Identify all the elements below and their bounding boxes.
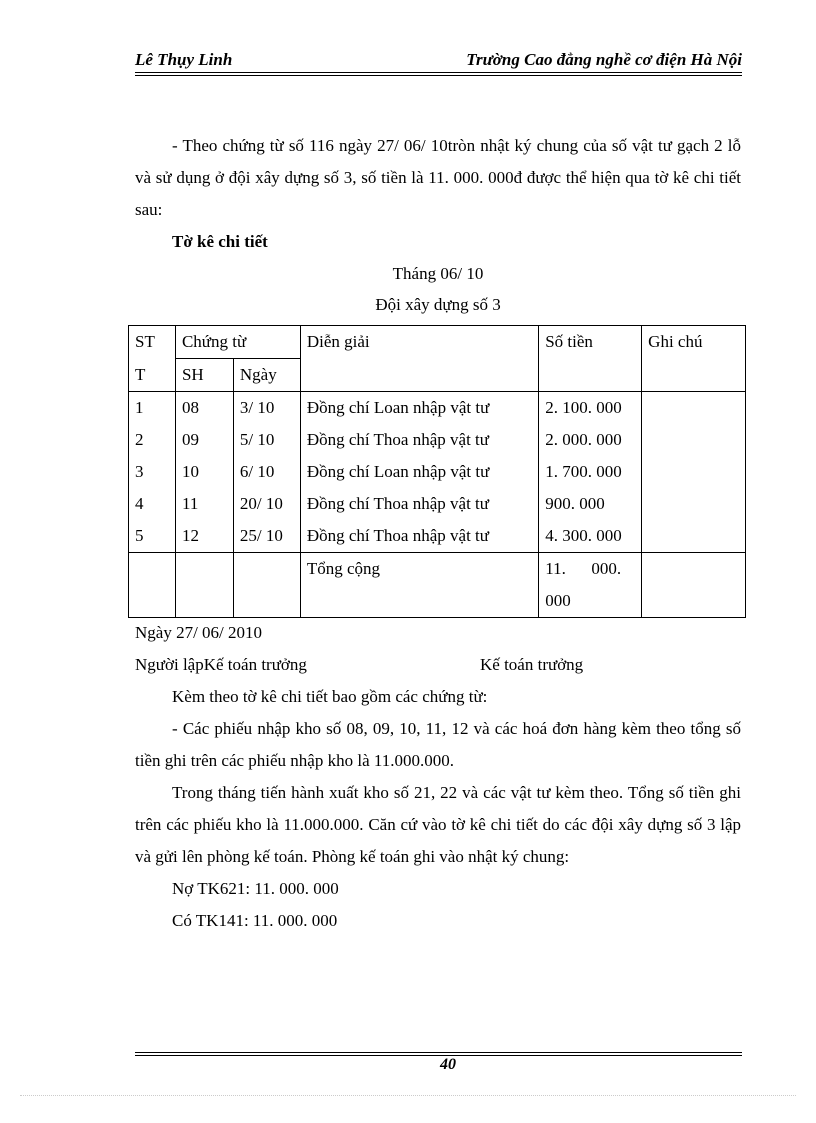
after-table-section: [135, 617, 741, 937]
cell-date: 20/ 10: [233, 488, 300, 520]
section-heading: Tờ kê chi tiết: [172, 232, 268, 251]
cell-stt: 3: [129, 456, 176, 488]
table-total-row: [129, 553, 746, 618]
cell-desc: Đồng chí Loan nhập vật tư: [300, 392, 538, 425]
cell-sh: 10: [175, 456, 233, 488]
cell-desc: Đồng chí Loan nhập vật tư: [300, 456, 538, 488]
col-desc-header: Diễn giải: [300, 326, 538, 392]
credit-entry: Có TK141: 11. 000. 000: [172, 911, 338, 930]
col-stt-header: ST: [129, 326, 176, 359]
cell-amount: 1. 700. 000: [539, 456, 642, 488]
cell-sh: 08: [175, 392, 233, 425]
footer-rule-thin: [135, 1052, 742, 1053]
col-note-header: Ghi chú: [642, 326, 746, 392]
total-amount-line-2: 000: [545, 591, 571, 610]
table-row: [129, 456, 746, 488]
cell-note: [642, 424, 746, 456]
table-row: [129, 392, 746, 425]
issue-paragraph: Trong tháng tiến hành xuất kho số 21, 22 và các vật tư kèm theo. Tổng số tiền ghi trên các phiếu kho là 11.000.000. Căn cứ vào tờ kê chi tiết do các đội xây dựng số 3 lập và gửi lên phòng kế toán. Phòng kế toán ghi vào nhật ký chung:: [135, 783, 741, 866]
cell-sh: [175, 553, 233, 618]
attachment-paragraph: Kèm theo tờ kê chi tiết bao gồm các chứng từ:: [172, 687, 488, 706]
total-label: Tổng cộng: [300, 553, 538, 618]
cell-note: [642, 488, 746, 520]
cell-sh: 11: [175, 488, 233, 520]
cell-note: [642, 392, 746, 425]
date-line: Ngày 27/ 06/ 2010: [135, 623, 263, 642]
cell-stt: 1: [129, 392, 176, 425]
cell-amount: 2. 000. 000: [539, 424, 642, 456]
cell-date: 5/ 10: [233, 424, 300, 456]
receipts-paragraph: - Các phiếu nhập kho số 08, 09, 10, 11, 12 và các hoá đơn hàng kèm theo tổng số tiền ghi trên các phiếu nhập kho là 11.000.000.: [135, 719, 741, 770]
signature-chief-accountant: Kế toán trưởng: [480, 655, 584, 674]
page-number: 40: [440, 1056, 456, 1073]
signature-row: [135, 649, 741, 681]
table-row: [129, 488, 746, 520]
cell-stt: [129, 553, 176, 618]
total-amount: [539, 553, 642, 618]
cell-date: 3/ 10: [233, 392, 300, 425]
col-sh-header: SH: [175, 359, 233, 392]
cell-note: [642, 520, 746, 553]
cell-amount: 2. 100. 000: [539, 392, 642, 425]
table-row: [129, 424, 746, 456]
header-author: Lê Thụy Linh: [135, 50, 233, 69]
team-label: Đội xây dựng số 3: [375, 295, 501, 314]
table-row: [129, 520, 746, 553]
col-voucher-header: Chứng từ: [175, 326, 300, 359]
header-rule: [135, 72, 742, 73]
header-rule-thin: [135, 75, 742, 76]
intro-paragraph: - Theo chứng từ số 116 ngày 27/ 06/ 10tròn nhật ký chung của số vật tư gạch 2 lỗ và sử dụng ở đội xây dựng số 3, số tiền là 11. 000. 000đ được thể hiện qua tờ kê chi tiết sau:: [135, 136, 741, 219]
signature-preparer: Người lậpKế toán trưởng: [135, 655, 307, 674]
cell-stt: 5: [129, 520, 176, 553]
debit-entry: Nợ TK621: 11. 000. 000: [172, 879, 339, 898]
cell-stt: 4: [129, 488, 176, 520]
col-amount-header: Số tiền: [539, 326, 642, 392]
detail-table: [128, 325, 746, 618]
cell-desc: Đồng chí Thoa nhập vật tư: [300, 520, 538, 553]
cell-sh: 12: [175, 520, 233, 553]
month-label: Tháng 06/ 10: [392, 264, 484, 283]
total-amount-line-1: 11. 000.: [545, 559, 622, 578]
header-school: Trường Cao đẳng nghề cơ điện Hà Nội: [466, 50, 742, 69]
cell-note: [642, 553, 746, 618]
cell-sh: 09: [175, 424, 233, 456]
cell-amount: 4. 300. 000: [539, 520, 642, 553]
cell-date: 25/ 10: [233, 520, 300, 553]
page-edge: [20, 1095, 796, 1096]
cell-stt: 2: [129, 424, 176, 456]
cell-date: [233, 553, 300, 618]
col-stt-header-2: T: [129, 359, 176, 392]
cell-amount: 900. 000: [539, 488, 642, 520]
cell-desc: Đồng chí Thoa nhập vật tư: [300, 488, 538, 520]
cell-date: 6/ 10: [233, 456, 300, 488]
table-header-row: [129, 326, 746, 359]
cell-desc: Đồng chí Thoa nhập vật tư: [300, 424, 538, 456]
cell-note: [642, 456, 746, 488]
col-date-header: Ngày: [233, 359, 300, 392]
intro-section: [135, 130, 741, 320]
